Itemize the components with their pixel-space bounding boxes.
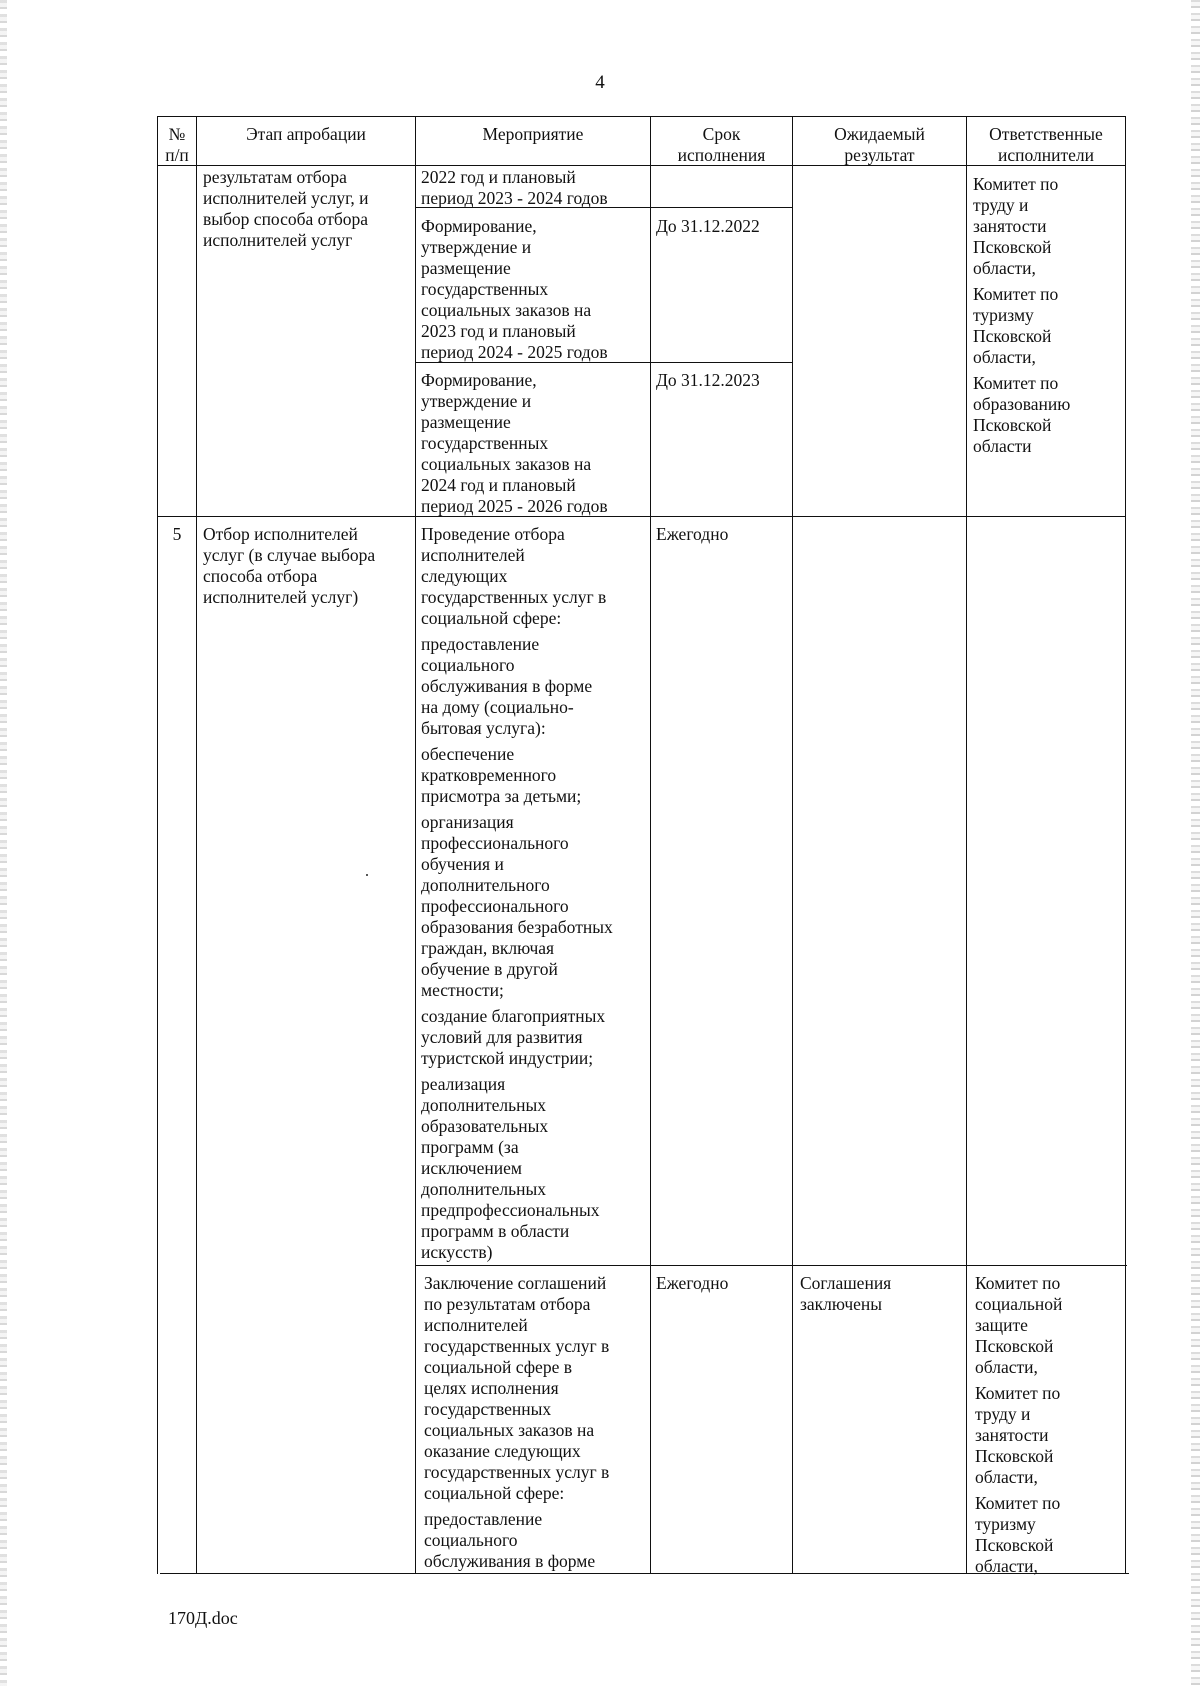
text-line: результатам отбора bbox=[203, 167, 347, 187]
row5-agreements-responsible-cell bbox=[975, 1273, 1125, 1577]
text-line: государственных услуг в bbox=[424, 1462, 610, 1482]
text-line: Ежегодно bbox=[656, 524, 729, 544]
text-line: Формирование, bbox=[421, 370, 537, 390]
text-line: исполнителей услуг) bbox=[203, 587, 359, 607]
table-rule bbox=[196, 116, 197, 1574]
text-line: образованию bbox=[973, 394, 1071, 414]
responsible-entry bbox=[975, 1383, 1125, 1488]
deadline-2024-cell bbox=[656, 370, 790, 391]
cont-event-top-cell bbox=[421, 167, 649, 209]
text-line: организация bbox=[421, 812, 514, 832]
text-line: социальной сфере в bbox=[424, 1357, 572, 1377]
text-line: искусств) bbox=[421, 1242, 493, 1262]
header-line: исполнители bbox=[998, 145, 1094, 165]
text-line: социальной bbox=[975, 1294, 1063, 1314]
event-2023-cell bbox=[421, 216, 649, 363]
text-line: образовательных bbox=[421, 1116, 549, 1136]
row5-num-cell bbox=[158, 524, 196, 545]
header-line: Срок bbox=[702, 124, 741, 144]
text-line: дополнительных bbox=[421, 1179, 547, 1199]
table-rule bbox=[792, 116, 793, 1574]
text-line: Псковской bbox=[973, 415, 1052, 435]
text-line: социальных заказов на bbox=[421, 300, 592, 320]
scan-edge-left bbox=[0, 0, 7, 1686]
text-line: программ в области bbox=[421, 1221, 570, 1241]
text-line: занятости bbox=[973, 216, 1047, 236]
header-event bbox=[416, 124, 650, 145]
text-line: государственных bbox=[424, 1399, 552, 1419]
text-line: государственных bbox=[421, 433, 549, 453]
text-line: заключены bbox=[800, 1294, 883, 1314]
text-line: Псковской bbox=[975, 1535, 1054, 1555]
header-line: Ожидаемый bbox=[834, 124, 925, 144]
text-line: туризму bbox=[975, 1514, 1036, 1534]
scan-speck bbox=[366, 874, 368, 876]
responsible-entry bbox=[973, 373, 1123, 457]
text-line: на дому (социально- bbox=[421, 697, 574, 717]
text-line: исполнителей услуг bbox=[203, 230, 353, 250]
text-line: реализация bbox=[421, 1074, 506, 1094]
text-line: области bbox=[973, 436, 1032, 456]
text-line: обслуживания в форме bbox=[421, 676, 593, 696]
row5-agreements-result-cell bbox=[800, 1273, 964, 1315]
text-line: государственных bbox=[421, 279, 549, 299]
header-line: Ответственные bbox=[989, 124, 1103, 144]
text-line: Комитет по bbox=[975, 1383, 1061, 1403]
text-line: Ежегодно bbox=[656, 1273, 729, 1293]
text-line: граждан, включая bbox=[421, 938, 555, 958]
text-line: Комитет по bbox=[975, 1493, 1061, 1513]
text-line: утверждение и bbox=[421, 237, 532, 257]
text-line: исполнителей bbox=[424, 1315, 528, 1335]
event-paragraph bbox=[421, 1006, 649, 1069]
text-line: 2024 год и плановый bbox=[421, 475, 576, 495]
text-line: исполнителей bbox=[421, 545, 525, 565]
row5-selection-deadline-cell bbox=[656, 524, 790, 545]
text-line: области, bbox=[973, 258, 1036, 278]
text-line: защите bbox=[975, 1315, 1028, 1335]
text-line: исключением bbox=[421, 1158, 522, 1178]
text-line: предоставление bbox=[421, 634, 540, 654]
cont-stage-cell bbox=[203, 167, 413, 251]
text-line: Формирование, bbox=[421, 216, 537, 236]
row5-agreements-event-cell bbox=[424, 1273, 650, 1572]
responsible-entry bbox=[975, 1493, 1125, 1577]
event-paragraph bbox=[421, 1074, 649, 1263]
text-line: туризму bbox=[973, 305, 1034, 325]
text-line: До 31.12.2023 bbox=[656, 370, 760, 390]
row5-stage-cell bbox=[203, 524, 413, 608]
text-line: период 2024 - 2025 годов bbox=[421, 342, 608, 362]
text-line: дополнительного bbox=[421, 875, 550, 895]
cont-responsible-cell bbox=[973, 174, 1123, 457]
table-rule bbox=[157, 116, 1125, 117]
responsible-entry bbox=[975, 1273, 1125, 1378]
event-paragraph bbox=[424, 1273, 650, 1504]
row5-agreements-deadline-cell bbox=[656, 1273, 790, 1294]
text-line: труду и bbox=[973, 195, 1029, 215]
page-number: 4 bbox=[595, 72, 605, 93]
text-line: обслуживания в форме bbox=[424, 1551, 596, 1571]
text-line: бытовая услуга): bbox=[421, 718, 546, 738]
text-line: труду и bbox=[975, 1404, 1031, 1424]
text-line: оказание следующих bbox=[424, 1441, 581, 1461]
scan-edge-right bbox=[1191, 0, 1200, 1686]
text-line: местности; bbox=[421, 980, 504, 1000]
text-line: Комитет по bbox=[973, 284, 1059, 304]
text-line: создание благоприятных bbox=[421, 1006, 606, 1026]
event-paragraph bbox=[421, 744, 649, 807]
text-line: области, bbox=[975, 1357, 1038, 1377]
text-line: социального bbox=[421, 655, 515, 675]
table-rule bbox=[415, 116, 416, 1574]
event-paragraph bbox=[421, 812, 649, 1001]
header-line: № bbox=[168, 124, 186, 144]
text-line: Псковской bbox=[973, 237, 1052, 257]
text-line: 5 bbox=[172, 524, 182, 544]
text-line: размещение bbox=[421, 412, 511, 432]
header-result bbox=[793, 124, 966, 166]
responsible-entry bbox=[973, 174, 1123, 279]
text-line: образования безработных bbox=[421, 917, 613, 937]
table-rule bbox=[650, 116, 651, 1574]
text-line: профессионального bbox=[421, 896, 569, 916]
text-line: Псковской bbox=[973, 326, 1052, 346]
text-line: Заключение соглашений bbox=[424, 1273, 607, 1293]
text-line: программ (за bbox=[421, 1137, 519, 1157]
header-line: результат bbox=[844, 145, 915, 165]
text-line: занятости bbox=[975, 1425, 1049, 1445]
event-paragraph bbox=[424, 1509, 650, 1572]
text-line: Комитет по bbox=[973, 174, 1059, 194]
header-line: п/п bbox=[165, 145, 189, 165]
text-line: области, bbox=[975, 1556, 1038, 1576]
text-line: области, bbox=[975, 1467, 1038, 1487]
deadline-2023-cell bbox=[656, 216, 790, 237]
text-line: по результатам отбора bbox=[424, 1294, 591, 1314]
text-line: присмотра за детьми; bbox=[421, 786, 582, 806]
text-line: обучения и bbox=[421, 854, 504, 874]
text-line: обеспечение bbox=[421, 744, 515, 764]
table-rule bbox=[1125, 116, 1126, 1574]
text-line: профессионального bbox=[421, 833, 569, 853]
text-line: выбор способа отбора bbox=[203, 209, 369, 229]
header-num bbox=[158, 124, 196, 166]
text-line: Соглашения bbox=[800, 1273, 892, 1293]
text-line: период 2023 - 2024 годов bbox=[421, 188, 608, 208]
text-line: кратковременного bbox=[421, 765, 557, 785]
text-line: размещение bbox=[421, 258, 511, 278]
text-line: условий для развития bbox=[421, 1027, 583, 1047]
header-line: исполнения bbox=[677, 145, 766, 165]
text-line: Комитет по bbox=[973, 373, 1059, 393]
header-responsible bbox=[967, 124, 1125, 166]
header-line: Мероприятие bbox=[482, 124, 584, 144]
table-rule bbox=[415, 1265, 1127, 1266]
text-line: способа отбора bbox=[203, 566, 318, 586]
text-line: До 31.12.2022 bbox=[656, 216, 760, 236]
row5-selection-event-cell bbox=[421, 524, 649, 1263]
text-line: Проведение отбора bbox=[421, 524, 565, 544]
text-line: туристской индустрии; bbox=[421, 1048, 594, 1068]
text-line: 2022 год и плановый bbox=[421, 167, 576, 187]
text-line: социальной сфере: bbox=[421, 608, 562, 628]
text-line: социального bbox=[424, 1530, 518, 1550]
text-line: государственных услуг в bbox=[424, 1336, 610, 1356]
text-line: социальных заказов на bbox=[421, 454, 592, 474]
text-line: дополнительных bbox=[421, 1095, 547, 1115]
text-line: социальной сфере: bbox=[424, 1483, 565, 1503]
text-line: Псковской bbox=[975, 1446, 1054, 1466]
text-line: Отбор исполнителей bbox=[203, 524, 358, 544]
table-rule bbox=[157, 116, 158, 1574]
header-stage bbox=[197, 124, 415, 145]
text-line: следующих bbox=[421, 566, 508, 586]
event-paragraph bbox=[421, 634, 649, 739]
text-line: услуг (в случае выбора bbox=[203, 545, 376, 565]
table-rule bbox=[966, 116, 967, 1574]
text-line: целях исполнения bbox=[424, 1378, 559, 1398]
text-line: Псковской bbox=[975, 1336, 1054, 1356]
text-line: области, bbox=[973, 347, 1036, 367]
text-line: 2023 год и плановый bbox=[421, 321, 576, 341]
text-line: исполнителей услуг, и bbox=[203, 188, 369, 208]
header-deadline bbox=[651, 124, 792, 166]
event-2024-cell bbox=[421, 370, 649, 517]
text-line: утверждение и bbox=[421, 391, 532, 411]
text-line: обучение в другой bbox=[421, 959, 558, 979]
responsible-entry bbox=[973, 284, 1123, 368]
text-line: предпрофессиональных bbox=[421, 1200, 600, 1220]
text-line: Комитет по bbox=[975, 1273, 1061, 1293]
text-line: предоставление bbox=[424, 1509, 543, 1529]
event-paragraph bbox=[421, 524, 649, 629]
text-line: социальных заказов на bbox=[424, 1420, 595, 1440]
text-line: период 2025 - 2026 годов bbox=[421, 496, 608, 516]
header-line: Этап апробации bbox=[246, 124, 366, 144]
text-line: государственных услуг в bbox=[421, 587, 607, 607]
footer-filename: 170Д.doc bbox=[168, 1608, 238, 1628]
